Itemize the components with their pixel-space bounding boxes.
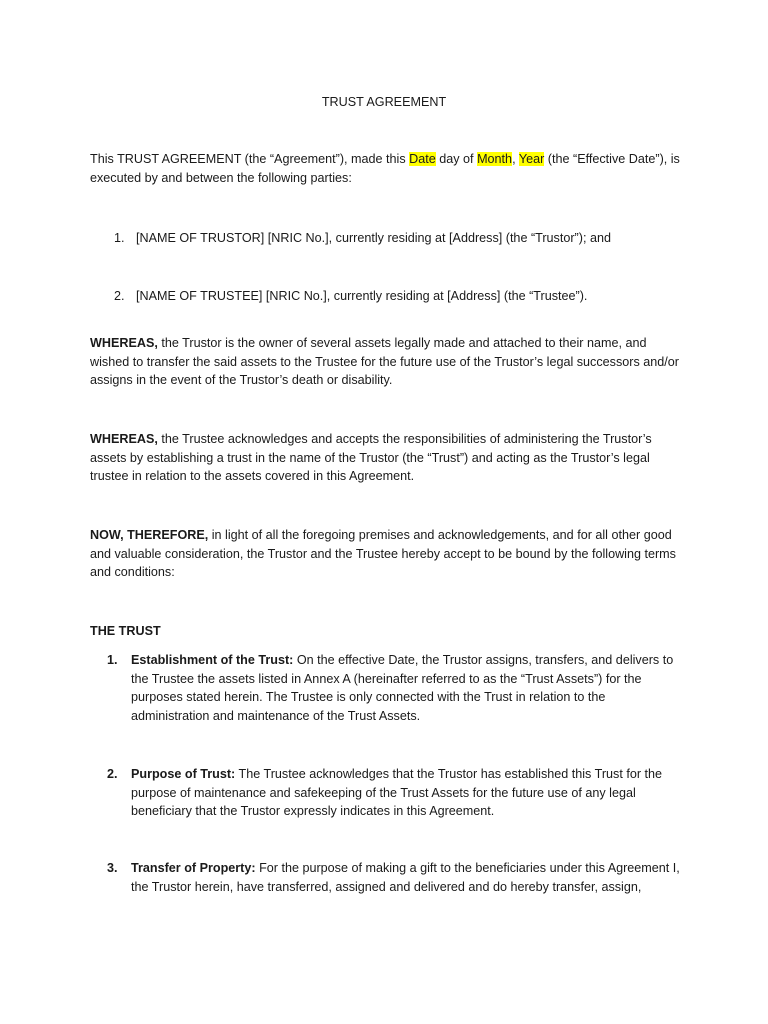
now-therefore-paragraph [90,526,682,582]
party-text: [NAME OF TRUSTOR] [NRIC No.], currently residing at [Address] (the “Trustor”); and [136,231,611,245]
whereas-lead: WHEREAS, [90,336,158,350]
now-therefore-text: in light of all the foregoing premises and acknowledgements, and for all other good and valuable consideration, the Trustor and the Trustee hereby accept to be bound by the following terms and conditions: [90,528,676,580]
clause-heading: Purpose of Trust: [131,767,236,781]
intro-separator: , [512,152,519,166]
party-trustee [114,287,682,306]
clause-text: For the purpose of making a gift to the beneficiaries under this Agreement I, the Trustor herein, have transferred, assigned and delivered and do hereby transfer, assign, [131,861,680,894]
clause-body [131,765,682,821]
whereas-paragraph-2 [90,430,682,486]
party-trustor [114,229,682,248]
party-number: 1. [114,231,125,245]
intro-text: day of [435,152,478,166]
clause-heading: Transfer of Property: [131,861,256,875]
whereas-text: the Trustee acknowledges and accepts the responsibilities of administering the Trustor’s assets by establishing a trust in the name of the Trustor (the “Trust”) and acting as the Trustor’s legal trustee in relation to the assets covered in this Agreement. [90,432,652,484]
clause-body [131,651,682,725]
party-text: [NAME OF TRUSTEE] [NRIC No.], currently residing at [Address] (the “Trustee”). [136,289,588,303]
trust-clause-3 [107,859,682,896]
now-therefore-lead: NOW, THEREFORE, [90,528,209,542]
year-placeholder: Year [518,152,545,166]
document-title: TRUST AGREEMENT [321,95,447,109]
party-number: 2. [114,289,125,303]
section-heading [90,622,682,641]
intro-text: (the “Effective Date”), is executed by and between the following parties: [90,152,680,185]
whereas-text: the Trustor is the owner of several assets legally made and attached to their name, and wished to transfer the said assets to the Trustee for the future use of the Trustor’s legal successors and/or assigns in the event of the Trustor’s death or disability. [90,336,679,388]
clause-number: 1. [107,653,118,667]
clause-number: 2. [107,767,118,781]
section-heading-text: THE TRUST [90,624,161,638]
intro-paragraph [90,150,682,187]
clause-number: 3. [107,861,118,875]
trust-clause-1 [107,651,682,725]
intro-text: This TRUST AGREEMENT (the “Agreement”), made this [90,152,410,166]
whereas-lead: WHEREAS, [90,432,158,446]
clause-text: The Trustee acknowledges that the Trustor has established this Trust for the purpose of maintenance and safekeeping of the Trust Assets for the future use of any legal beneficiary that the Trustor expressly indicates in this Agreement. [131,767,663,819]
clause-heading: Establishment of the Trust: [131,653,294,667]
clause-body [131,859,682,896]
whereas-paragraph-1 [90,334,682,390]
date-placeholder: Date [409,152,436,166]
month-placeholder: Month [477,152,513,166]
clause-text: On the effective Date, the Trustor assigns, transfers, and delivers to the Trustee the assets listed in Annex A (hereinafter referred to as the “Trust Assets”) for the purposes stated herein. The Trustee is only connected with the Trust in relation to the administration and maintenance of the Trust Assets. [131,653,674,723]
trust-clause-2 [107,765,682,821]
